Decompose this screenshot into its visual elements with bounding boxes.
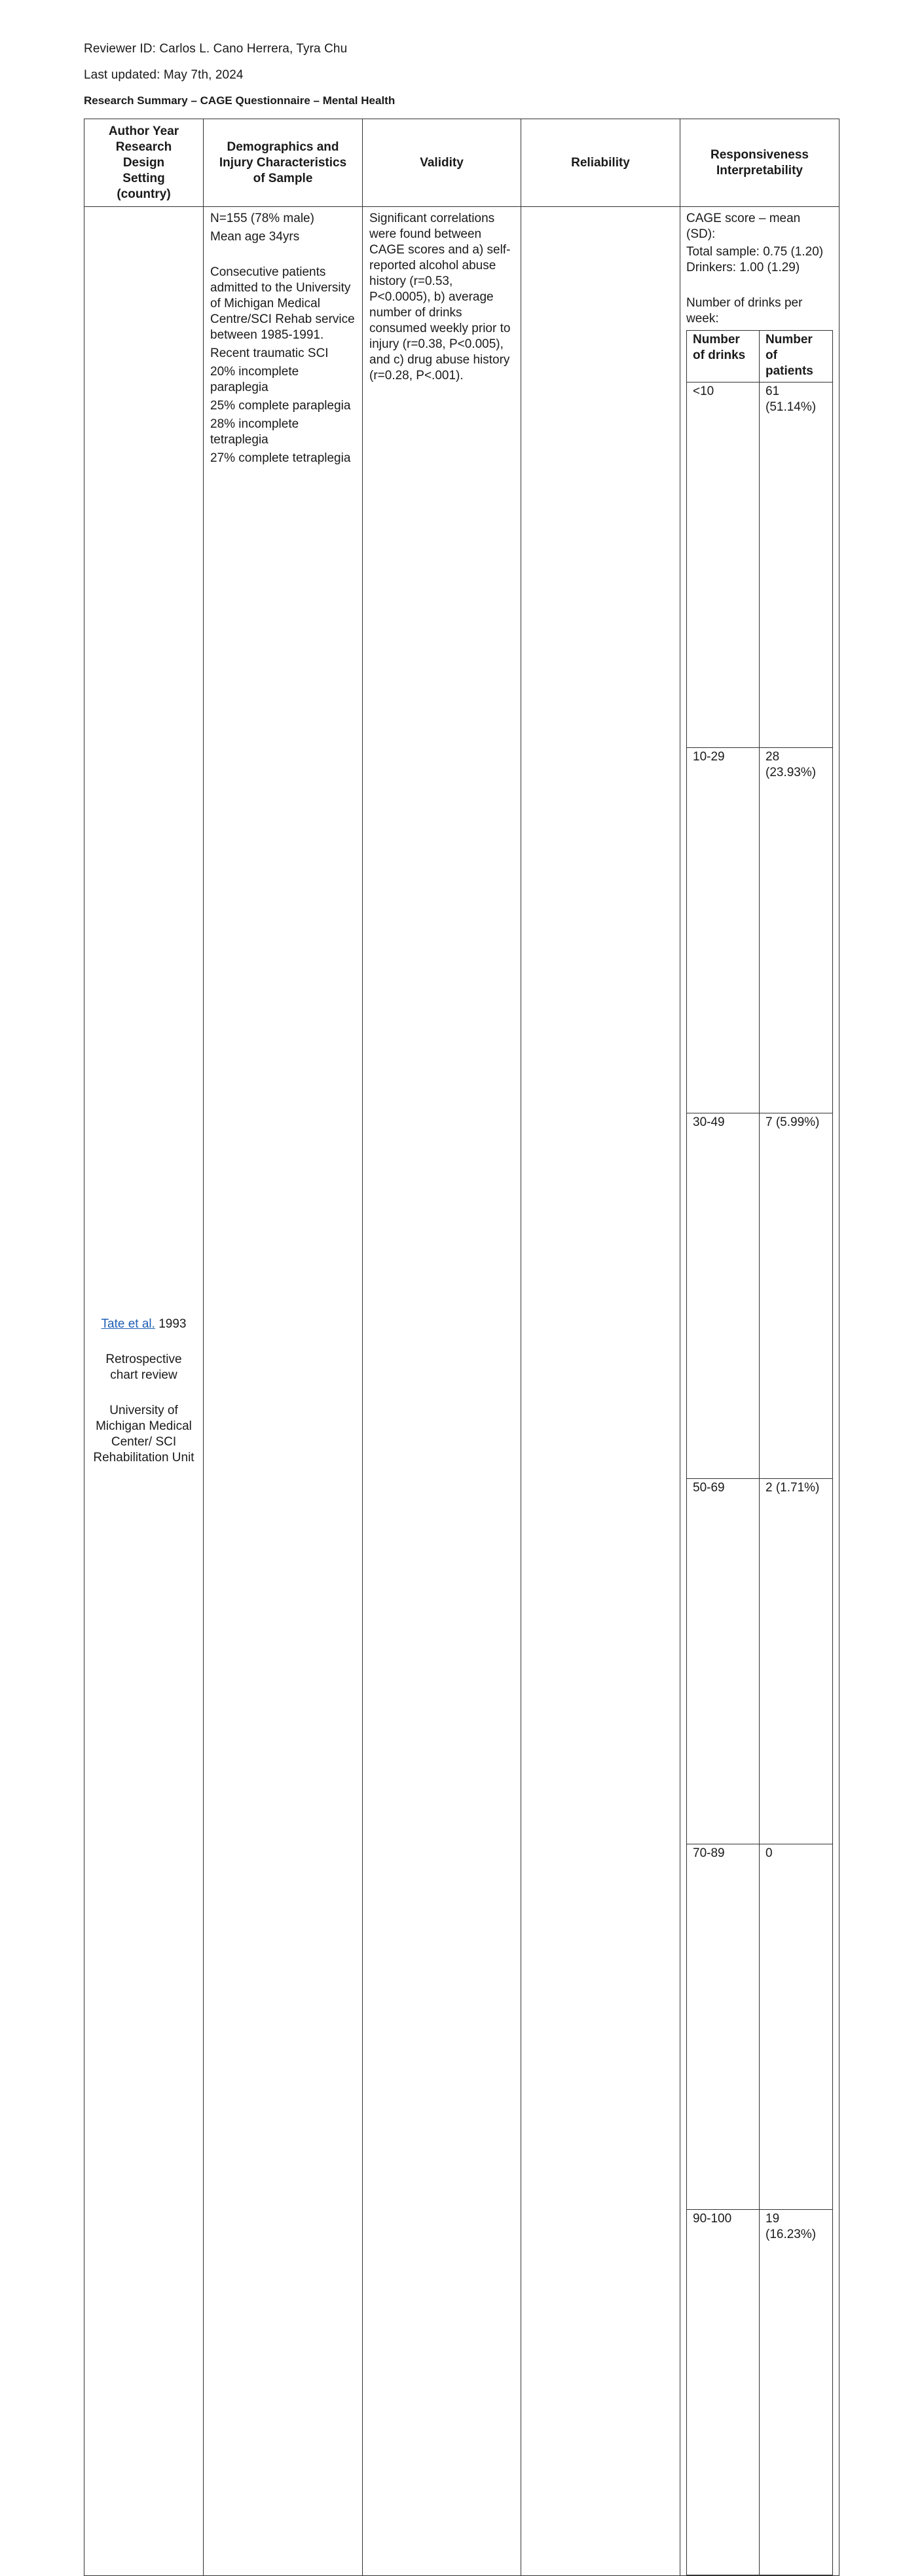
research-design: Retrospective chart review bbox=[105, 1353, 182, 1382]
header-author-line: Research bbox=[115, 140, 172, 154]
reviewer-id: Reviewer ID: Carlos L. Cano Herrera, Tyra Chu bbox=[84, 42, 348, 56]
table-row bbox=[687, 1844, 833, 2210]
cage-score-drinkers: Drinkers: 1.00 (1.29) bbox=[686, 261, 800, 274]
author-link[interactable]: Tate et al. bbox=[101, 1317, 155, 1331]
mean-age: Mean age 34yrs bbox=[210, 230, 300, 244]
header-reliability: Reliability bbox=[521, 119, 680, 207]
patient-count: 2 (1.71%) bbox=[760, 1479, 833, 1844]
drinks-heading: Number of drinks per week: bbox=[686, 296, 803, 326]
drinks-table bbox=[686, 330, 833, 2575]
drinks-range: 30-49 bbox=[687, 1113, 760, 1479]
validity-text: Significant correlations were found between CAGE scores and a) self-reported alcohol abuse history (r=0.53, P<0.0005), b) average number of drinks consumed weekly prior to injury (r=0.38, P<0.005), and c) drug abuse history (r=0.28, P<.001). bbox=[369, 212, 511, 383]
header-author-line: Author Year bbox=[108, 124, 179, 138]
header-responsiveness-line: Responsiveness bbox=[710, 147, 809, 162]
table-row bbox=[687, 2210, 833, 2575]
incomplete-tetraplegia: 28% incomplete tetraplegia bbox=[210, 417, 299, 447]
header-responsiveness bbox=[680, 119, 839, 207]
patient-count: 0 bbox=[760, 1844, 833, 2210]
patient-source: Consecutive patients admitted to the University of Michigan Medical Centre/SCI Rehab service between 1985-1991. bbox=[210, 265, 355, 342]
drinks-range: 10-29 bbox=[687, 748, 760, 1113]
reliability-cell bbox=[521, 207, 680, 2576]
patient-count: 28 (23.93%) bbox=[760, 748, 833, 1113]
research-summary-table bbox=[84, 119, 839, 2576]
drinks-range: <10 bbox=[687, 383, 760, 748]
patient-count: 7 (5.99%) bbox=[760, 1113, 833, 1479]
patient-count: 19 (16.23%) bbox=[760, 2210, 833, 2575]
header-author-line: Setting bbox=[122, 171, 165, 185]
header-author bbox=[84, 119, 204, 207]
patients-col-header: Number of patients bbox=[760, 331, 833, 383]
patient-count: 61 (51.14%) bbox=[760, 383, 833, 748]
complete-paraplegia: 25% complete paraplegia bbox=[210, 399, 351, 413]
responsiveness-cell bbox=[680, 207, 839, 2576]
table-row bbox=[687, 1479, 833, 1844]
author-cell bbox=[84, 207, 204, 2576]
drinks-range: 50-69 bbox=[687, 1479, 760, 1844]
complete-tetraplegia: 27% complete tetraplegia bbox=[210, 451, 351, 465]
validity-cell bbox=[363, 207, 521, 2576]
setting: University of Michigan Medical Center/ SCI Rehabilitation Unit bbox=[93, 1404, 194, 1465]
author-year: 1993 bbox=[155, 1317, 187, 1331]
drinks-range: 70-89 bbox=[687, 1844, 760, 2210]
table-row bbox=[687, 748, 833, 1113]
header-demographics: Demographics and Injury Characteristics of Sample bbox=[204, 119, 363, 207]
last-updated: Last updated: May 7th, 2024 bbox=[84, 68, 244, 82]
demographics-cell bbox=[204, 207, 363, 2576]
header-author-line: (country) bbox=[117, 187, 171, 201]
incomplete-paraplegia: 20% incomplete paraplegia bbox=[210, 365, 299, 394]
summary-title: Research Summary – CAGE Questionnaire – Mental Health bbox=[84, 94, 396, 107]
table-row bbox=[84, 207, 839, 2576]
header-validity: Validity bbox=[363, 119, 521, 207]
cage-score-total: Total sample: 0.75 (1.20) bbox=[686, 245, 824, 259]
sample-size: N=155 (78% male) bbox=[210, 212, 314, 225]
table-row bbox=[687, 383, 833, 748]
header-interpretability-line: Interpretability bbox=[716, 163, 803, 177]
table-row bbox=[687, 1113, 833, 1479]
drinks-header-row bbox=[687, 331, 833, 383]
injury-type: Recent traumatic SCI bbox=[210, 346, 329, 360]
table-header-row bbox=[84, 119, 839, 207]
cage-score-heading: CAGE score – mean (SD): bbox=[686, 212, 801, 241]
drinks-range: 90-100 bbox=[687, 2210, 760, 2575]
header-author-line: Design bbox=[122, 155, 165, 170]
drinks-col-header: Number of drinks bbox=[687, 331, 760, 383]
